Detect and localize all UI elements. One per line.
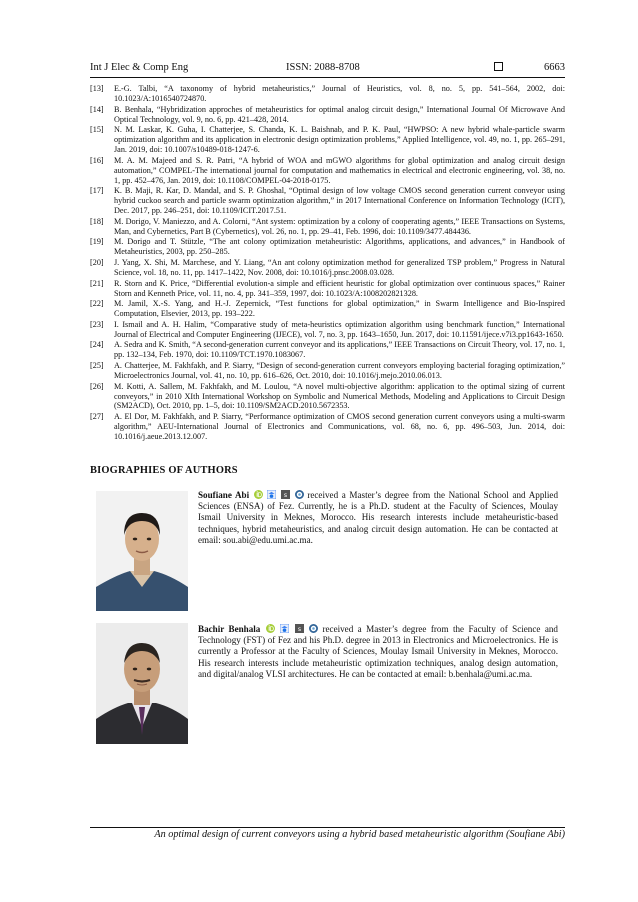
reference-text: M. Dorigo, V. Maniezzo, and A. Colorni, “Ant system: optimization by a colony of cooperating agents,” IEEE Transactions on Systems, Man, and Cybernetics, Part B (Cybernetics), vol. 26, no. 1, pp. 29–41, Feb. 1996, doi: 10.1109/3477.484436. xyxy=(114,216,565,236)
reference-number: [20] xyxy=(90,257,104,267)
reference-text: A. Chatterjee, M. Fakhfakh, and P. Siarry, “Design of second-generation current conveyors employing bacterial foraging optimization,” Microelectronics Journal, vol. 41, no. 10, pp. 616–626, Oct. 2010, doi: 10.1016/j.mejo.2010.06.013. xyxy=(114,361,565,380)
svg-text:s: s xyxy=(297,626,301,633)
reference-number: [21] xyxy=(90,278,104,288)
reference-number: [27] xyxy=(90,412,104,422)
orcid-icon[interactable] xyxy=(254,490,263,499)
reference-text: J. Yang, X. Shi, M. Marchese, and Y. Liang, “An ant colony optimization method for generalized TSP problem,” Progress in Natural Science, vol. 18, no. 11, pp. 1417–1422, Nov. 2008, doi: 10.1016/j.pnsc.2008.03.028. xyxy=(114,257,565,277)
reference-text: E.-G. Talbi, “A taxonomy of hybrid metaheuristics,” Journal of Heuristics, vol. 8, no. 5, pp. 541–564, 2002, doi: 10.1023/A:1016540724870. xyxy=(114,84,565,103)
scopus-icon[interactable] xyxy=(295,624,304,633)
reference-item xyxy=(90,320,565,340)
bio-bachir-benhala xyxy=(198,624,558,680)
reference-item xyxy=(90,279,565,299)
reference-text: A. El Dor, M. Fakhfakh, and P. Siarry, “Performance optimization of CMOS second generation current conveyors using a multi-swarm algorithm,” AEU-International Journal of Electronics and Communications, vol. 68, no. 6, pp. 496–503, Jun. 2014, doi: 10.1016/j.aeue.2013.12.007. xyxy=(114,412,565,441)
running-footer: An optimal design of current conveyors using a hybrid based metaheuristic algorithm (Soufiane Abi) xyxy=(154,829,565,840)
reference-number: [22] xyxy=(90,299,104,309)
scopus-icon[interactable] xyxy=(281,490,290,499)
reference-text: N. M. Laskar, K. Guha, I. Chatterjee, S. Chanda, K. L. Baishnab, and P. K. Paul, “HWPSO: A new hybrid whale-particle swarm optimization algorithm and its application in electronic design optimization problems,” Applied Intelligence, vol. 49, no. 1, pp. 265–291, Jan. 2019, doi: 10.1007/s10489-018-1247-6. xyxy=(114,125,565,155)
reference-text: K. B. Maji, R. Kar, D. Mandal, and S. P. Ghoshal, “Optimal design of low voltage CMOS second generation current conveyor using hybrid cuckoo search and particle swarm optimization algorithm,” in 2017 International Conference on Information Technology (ICIT), Dec. 2017, pp. 246–251, doi: 10.1109/ICIT.2017.51. xyxy=(114,186,565,216)
reference-number: [13] xyxy=(90,84,104,93)
reference-number: [14] xyxy=(90,104,104,114)
reference-number: [25] xyxy=(90,361,104,371)
reference-item xyxy=(90,125,565,155)
bio-soufiane-abi xyxy=(198,490,558,546)
google-scholar-icon[interactable] xyxy=(280,624,289,633)
reference-item xyxy=(90,186,565,216)
square-icon xyxy=(494,62,503,71)
author-name: Bachir Benhala xyxy=(198,624,261,634)
reference-text: I. Ismail and A. H. Halim, “Comparative study of meta-heuristics optimization algorithm using benchmark function,” International Journal of Electrical and Computer Engineering (IJECE), vol. 7, no. 3, pp. 1643–1650, Jun. 2017, doi: 10.11591/ijece.v7i3.pp1643-1650. xyxy=(114,319,565,339)
reference-text: M. A. M. Majeed and S. R. Patri, “A hybrid of WOA and mGWO algorithms for global optimization and analog circuit design automation,” COMPEL-The international journal for computation and mathematics in electrical and electronic engineering, vol. 38, no. 1, pp. 452–476, Jan. 2019, doi: 10.1108/COMPEL-04-2018-0175. xyxy=(114,155,565,185)
reference-text: R. Storn and K. Price, “Differential evolution-a simple and efficient heuristic for global optimization over continuous spaces,” Rainer Storn and Kenneth Price, vol. 11, no. 4, pp. 341–359, 1997, doi: 10.1023/A:1008202821328. xyxy=(114,278,565,298)
footer-rule xyxy=(90,827,565,828)
reference-item xyxy=(90,237,565,257)
reference-text: M. Kotti, A. Sallem, M. Fakhfakh, and M. Loulou, “A novel multi-objective algorithm: application to the optimal sizing of current conveyors,” in 2010 XIth International Workshop on Symbolic and Numerical Methods, Modeling and Applications to Circuit Design (SM2ACD), Oct. 2010, pp. 1–5, doi: 10.1109/SM2ACD.2010.5672353. xyxy=(114,381,565,411)
google-scholar-icon[interactable] xyxy=(267,490,276,499)
reference-item xyxy=(90,299,565,319)
author-bio-text: received a Master’s degree from the National School and Applied Sciences (ENSA) of Fez. Currently, he is a Ph.D. student at the Faculty of Sciences, Moulay Ismail University in Meknes, Morocco. His research interests include metaheuristic-based techniques, hybrid metaheuristics, and analog circuit design automation. He can be contacted at email: sou.abi@edu.umi.ac.ma. xyxy=(198,490,559,545)
reference-number: [26] xyxy=(90,381,104,391)
reference-number: [24] xyxy=(90,340,104,350)
publons-icon[interactable] xyxy=(309,624,318,633)
reference-item xyxy=(90,382,565,412)
reference-number: [19] xyxy=(90,237,104,247)
author-photo-benhala xyxy=(96,623,188,744)
reference-number: [23] xyxy=(90,319,104,329)
reference-text: M. Jamil, X.-S. Yang, and H.-J. Zepernick, “Test functions for global optimization,” in Swarm Intelligence and Bio-Inspired Computation, Elsevier, 2013, pp. 193–222. xyxy=(114,299,565,319)
reference-number: [17] xyxy=(90,186,104,196)
reference-item xyxy=(90,258,565,278)
orcid-icon[interactable] xyxy=(266,624,275,633)
reference-text: A. Sedra and K. Smith, “A second-generation current conveyor and its applications,” IEEE Transactions on Circuit Theory, vol. 17, no. 1, pp. 132–134, Feb. 1970, doi: 10.1109/TCT.1970.1083067. xyxy=(114,340,565,360)
journal-name: Int J Elec & Comp Eng xyxy=(90,61,189,73)
reference-number: [15] xyxy=(90,125,104,135)
header-rule xyxy=(90,77,565,78)
reference-item xyxy=(90,105,565,125)
author-photo-abi xyxy=(96,491,188,611)
reference-item xyxy=(90,361,565,381)
running-header xyxy=(90,58,565,76)
author-name: Soufiane Abi xyxy=(198,490,250,500)
issn: ISSN: 2088-8708 xyxy=(286,61,360,73)
section-heading: BIOGRAPHIES OF AUTHORS xyxy=(90,465,238,476)
author-bio-text: received a Master’s degree from the Faculty of Science and Technology (FST) of Fez and his Ph.D. degree in 2013 in Electronics and Microelectronics. He is currently a Professor at the Faculty of Sciences, Moulay Ismail University in Meknes, Morocco. His research interests include metaheuristic optimization techniques, analog design automation, and digital/analog VLSI architectures. He can be contacted at email: b.benhala@umi.ac.ma. xyxy=(198,624,558,679)
reference-text: M. Dorigo and T. Stützle, “The ant colony optimization metaheuristic: Algorithms, applications, and advances,” in Handbook of Metaheuristics, 2003, pp. 250–285. xyxy=(114,237,565,257)
reference-number: [18] xyxy=(90,216,104,226)
reference-text: B. Benhala, “Hybridization approches of metaheuristics for optimal analog circuit design,” International Journal Of Microwave And Optical Technology, vol. 9, no. 6, pp. 421–428, 2014. xyxy=(114,104,565,124)
reference-item xyxy=(90,340,565,360)
reference-item xyxy=(90,217,565,237)
reference-item xyxy=(90,156,565,186)
page-number: 6663 xyxy=(544,61,565,73)
reference-list xyxy=(90,84,565,443)
reference-item xyxy=(90,412,565,442)
svg-text:s: s xyxy=(283,492,288,499)
reference-item xyxy=(90,84,565,104)
publons-icon[interactable] xyxy=(295,490,304,499)
reference-number: [16] xyxy=(90,155,104,165)
